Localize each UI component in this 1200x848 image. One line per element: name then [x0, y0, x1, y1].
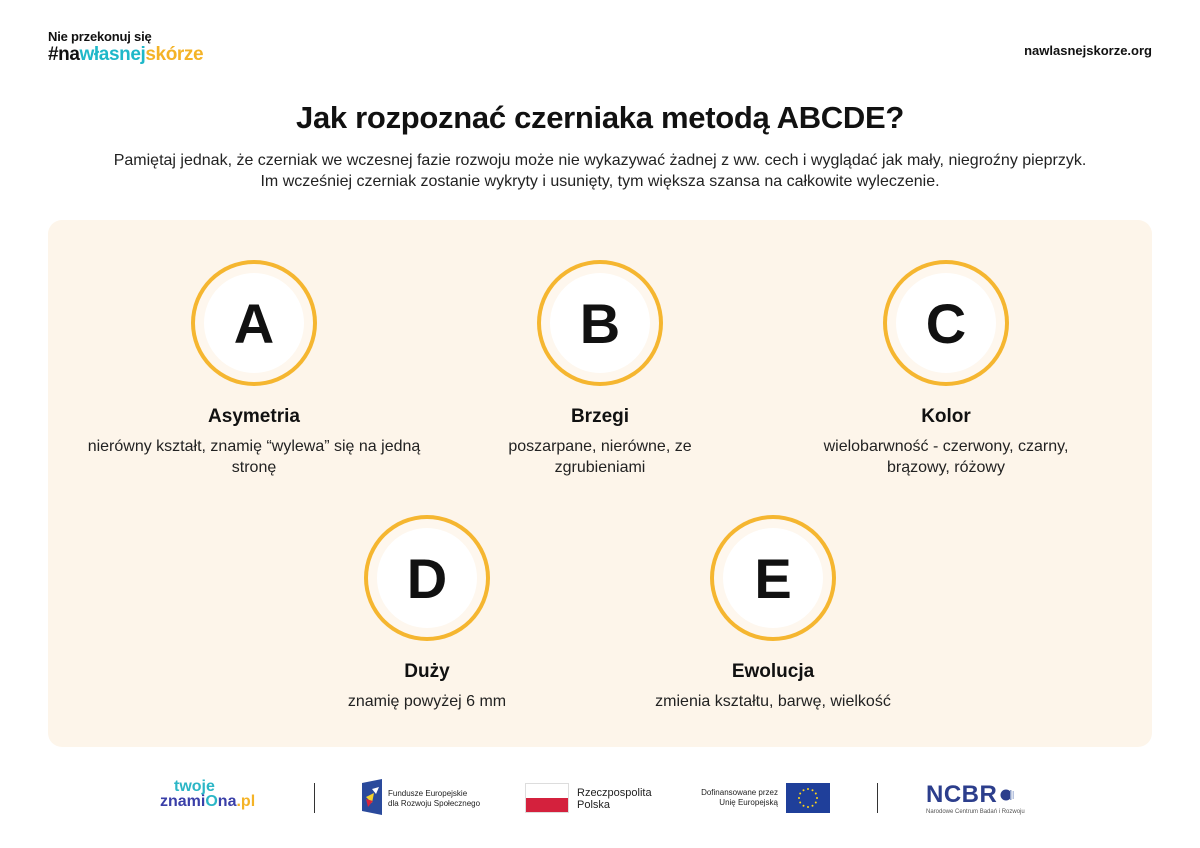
hashtag-part-skorze: skórze	[145, 44, 204, 65]
ncbr-subtitle: Narodowe Centrum Badań i Rozwoju	[926, 809, 1025, 815]
item-desc: poszarpane, nierówne, ze zgrubieniami	[508, 438, 692, 476]
letter-circle	[364, 515, 490, 641]
brand-tagline: Nie przekonuj się	[48, 29, 152, 44]
logo-text-znamiona: znamiOna.pl	[160, 793, 256, 810]
item-desc: znamię powyżej 6 mm	[347, 693, 507, 710]
letter-circle	[537, 260, 663, 386]
site-url-link[interactable]: nawlasnejskorze.org	[1024, 43, 1152, 58]
letter-e: E	[723, 528, 823, 628]
letter-a: A	[204, 273, 304, 373]
fe-logo	[362, 779, 382, 820]
abcde-item-b	[430, 260, 770, 478]
item-desc: wielobarwność - czerwony, czarny, brązowy, różowy	[823, 438, 1069, 476]
ncbr-logo	[926, 783, 1025, 815]
ncbr-mark-icon	[1000, 789, 1016, 801]
hashtag-part-na: #na	[48, 44, 80, 65]
letter-circle	[191, 260, 317, 386]
letter-c: C	[896, 273, 996, 373]
intro-text: Pamiętaj jednak, że czerniak we wczesnej fazie rozwoju może nie wykazywać żadnej z ww. cech i wyglądać jak mały, niegroźny pieprzyk. Im wcześniej czerniak zostanie wykryty i usunięty, tym większa szansa na całkowite wyleczenie.	[113, 152, 1087, 190]
fe-text: Fundusze Europejskie dla Rozwoju Społecznego	[388, 789, 481, 808]
item-desc: zmienia kształtu, barwę, wielkość	[655, 693, 891, 710]
letter-circle	[883, 260, 1009, 386]
ncbr-name: NCBR	[926, 781, 998, 808]
abcde-item-e	[603, 515, 943, 712]
abcde-item-d	[257, 515, 597, 712]
divider	[877, 783, 878, 813]
letter-circle	[710, 515, 836, 641]
letter-d: D	[377, 528, 477, 628]
fe-flag-icon	[362, 779, 382, 815]
page-title: Jak rozpoznać czerniaka metodą ABCDE?	[296, 100, 904, 135]
item-title: Duży	[404, 661, 450, 682]
hashtag-part-wlasnej: własnej	[79, 44, 146, 65]
logo-text-twoje: twoje	[174, 778, 215, 795]
abcde-item-c	[776, 260, 1116, 478]
divider	[314, 783, 315, 813]
eu-flag-icon	[786, 783, 830, 818]
eu-text: Dofinansowane przez Unię Europejską	[701, 788, 778, 807]
polish-flag-icon	[525, 783, 569, 813]
brand-logo	[48, 30, 203, 64]
item-title: Asymetria	[208, 406, 300, 427]
letter-b: B	[550, 273, 650, 373]
item-title: Kolor	[921, 406, 971, 427]
brand-hashtag	[48, 45, 203, 64]
item-desc: nierówny kształt, znamię “wylewa” się na jedną stronę	[87, 438, 421, 476]
abcde-panel	[48, 220, 1152, 747]
twoje-znamiona-logo	[160, 780, 255, 810]
abcde-item-a	[84, 260, 424, 478]
footer-logos	[0, 775, 1200, 825]
rp-text: Rzeczpospolita Polska	[577, 787, 652, 811]
item-title: Ewolucja	[731, 661, 815, 682]
item-title: Brzegi	[570, 406, 630, 427]
